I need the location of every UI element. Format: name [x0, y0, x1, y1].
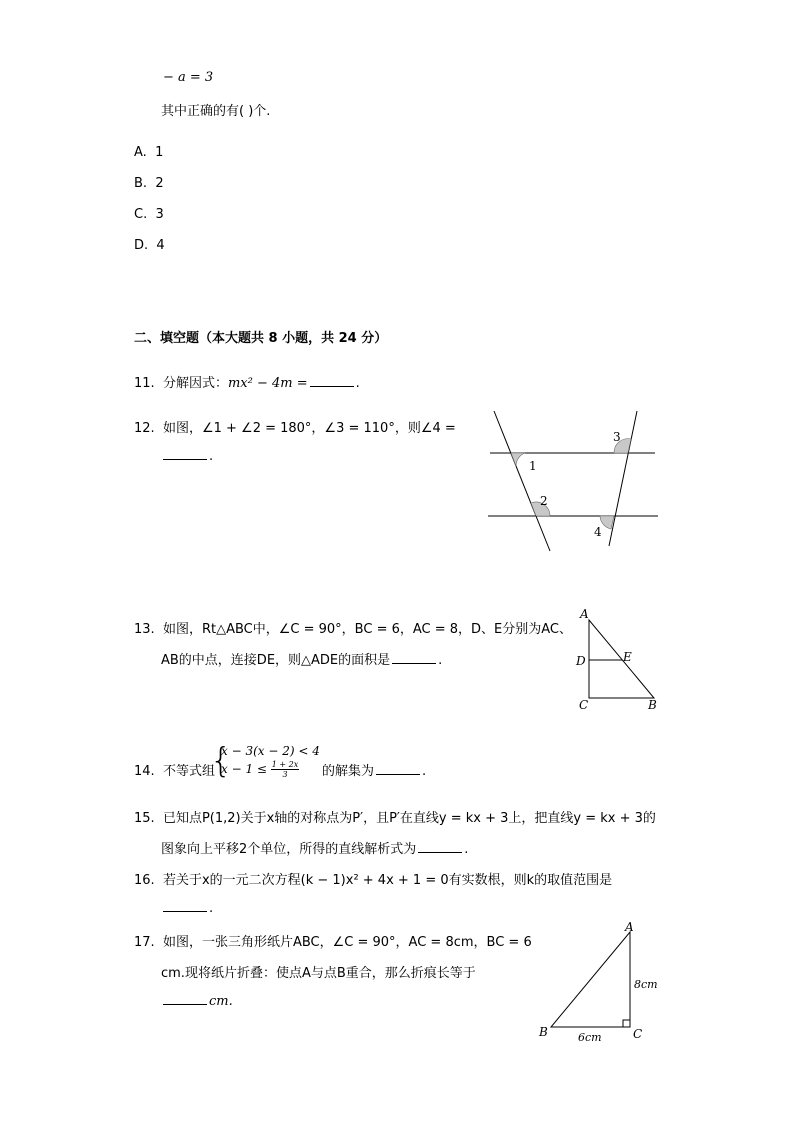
period: .	[422, 764, 427, 779]
question-text: 不等式组	[162, 764, 215, 779]
question-17	[134, 931, 532, 950]
option-value: 4	[156, 238, 165, 253]
answer-blank[interactable]	[163, 993, 207, 1005]
vertex-label: D	[576, 654, 586, 668]
option-value: 1	[155, 145, 164, 160]
figure-12	[480, 405, 665, 560]
question-number: 16.	[134, 873, 155, 888]
period: .	[209, 449, 214, 464]
period: .	[209, 901, 214, 916]
option-c	[134, 207, 164, 222]
right-triangle-abc	[551, 932, 630, 1027]
option-letter: A.	[134, 145, 147, 160]
question-text: 已知点P(1,2)关于x轴的对称点为P′，且P′在直线y = kx + 3上，把直线y = kx + 3的	[162, 811, 656, 826]
unit: cm.	[209, 994, 233, 1009]
answer-blank[interactable]	[163, 448, 207, 460]
option-a	[134, 145, 163, 160]
side-length-label: 8cm	[634, 978, 658, 991]
vertex-label: B	[539, 1025, 548, 1039]
question-15-line2	[161, 838, 468, 857]
question-13-line2	[161, 649, 442, 668]
question-text: 如图，Rt△ABC中，∠C = 90°，BC = 6，AC = 8，D、E分别为AC、	[162, 622, 573, 637]
figure-17	[535, 918, 665, 1048]
angle-label: 1	[529, 459, 537, 473]
fraction-numerator: 1 + 2x	[271, 760, 299, 769]
question-17-line2: cm.现将纸片折叠：使点A与点B重合，那么折痕长等于	[161, 966, 476, 981]
angle-label: 2	[540, 494, 548, 508]
question-16-answer	[161, 900, 213, 916]
answer-blank[interactable]	[392, 652, 436, 664]
figure-13	[570, 603, 670, 715]
angle-label: 4	[594, 525, 602, 539]
question-tail: 其中正确的有( )个.	[161, 104, 271, 119]
option-b	[134, 176, 164, 191]
side-length-label: 6cm	[578, 1031, 602, 1044]
question-text: 的解集为	[322, 764, 375, 779]
vertex-label: A	[580, 607, 589, 621]
option-letter: C.	[134, 207, 148, 222]
option-value: 2	[155, 176, 164, 191]
question-text: 图象向上平移2个单位，所得的直线解析式为	[161, 842, 417, 857]
period: .	[355, 376, 360, 391]
question-number: 12.	[134, 421, 155, 436]
vertex-label: E	[623, 650, 632, 664]
math-expression: mx² − 4m =	[227, 376, 308, 391]
period: .	[464, 842, 469, 857]
question-number: 11.	[134, 376, 155, 391]
question-number: 15.	[134, 811, 155, 826]
fraction	[271, 760, 299, 779]
section-title: 二、填空题（本大题共 8 小题，共 24 分）	[134, 331, 388, 346]
question-number: 13.	[134, 622, 155, 637]
question-text: 分解因式：	[162, 376, 228, 391]
option-d	[134, 238, 165, 253]
vertex-label: C	[579, 698, 589, 712]
angle-4-mark	[600, 516, 614, 529]
inequality-1: x − 3(x − 2) < 4	[221, 744, 320, 758]
answer-blank[interactable]	[418, 841, 462, 853]
question-text: AB的中点，连接DE，则△ADE的面积是	[161, 653, 391, 668]
vertex-label: A	[625, 920, 634, 934]
answer-blank[interactable]	[376, 763, 420, 775]
left-brace: {	[210, 741, 232, 781]
equation-line: − a = 3	[163, 70, 214, 85]
angle-label: 3	[613, 430, 621, 444]
question-12	[134, 417, 456, 436]
right-angle-mark	[623, 1020, 630, 1027]
option-letter: B.	[134, 176, 148, 191]
question-number: 14.	[134, 764, 155, 779]
inequality-2	[221, 760, 299, 779]
question-text: 如图，一张三角形纸片ABC，∠C = 90°，AC = 8cm，BC = 6	[162, 935, 532, 950]
transversal-left	[494, 411, 550, 551]
vertex-label: B	[648, 698, 657, 712]
inequality-2-left: x − 1 ≤	[221, 762, 267, 776]
question-16	[134, 869, 612, 888]
question-11	[134, 372, 360, 391]
answer-blank[interactable]	[163, 900, 207, 912]
question-14-prefix	[134, 760, 215, 779]
fraction-denominator: 3	[282, 770, 288, 779]
period: .	[438, 653, 443, 668]
vertex-label: C	[633, 1027, 643, 1041]
option-value: 3	[155, 207, 164, 222]
question-17-line3	[161, 993, 233, 1009]
option-letter: D.	[134, 238, 149, 253]
question-text: 若关于x的一元二次方程(k − 1)x² + 4x + 1 = 0有实数根，则k的取值范围是	[162, 873, 613, 888]
triangle-abc	[589, 620, 654, 698]
question-12-answer	[161, 448, 213, 464]
question-text: 如图，∠1 + ∠2 = 180°，∠3 = 110°，则∠4 =	[162, 421, 456, 436]
question-15	[134, 807, 656, 826]
question-number: 17.	[134, 935, 155, 950]
question-13	[134, 618, 572, 637]
question-14-suffix	[322, 760, 426, 779]
answer-blank[interactable]	[310, 375, 354, 387]
